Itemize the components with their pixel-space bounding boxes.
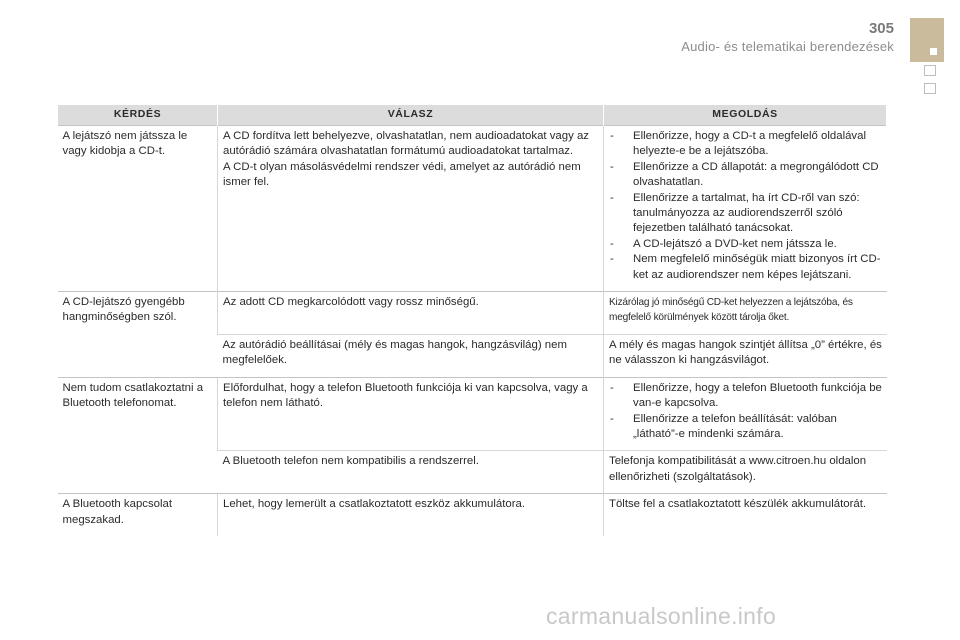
page-number: 305 <box>868 20 894 37</box>
list-item: - Ellenőrizze a tartalmat, ha írt CD-ről van szó: tanulmányozza az audiorendszerről szóló fejezetben található tanácsokat. <box>609 191 883 237</box>
column-header-answer: VÁLASZ <box>218 105 604 126</box>
table-row <box>58 126 887 292</box>
question-cell: A lejátszó nem játssza le vagy kidobja a CD-t. <box>58 126 218 292</box>
question-cell: A CD-lejátszó gyengébb hangminőségben szól. <box>58 292 218 378</box>
section-title: Audio- és telematikai berendezések <box>681 39 894 54</box>
solution-cell: Telefonja kompatibilitását a www.citroen.hu oldalon ellenőrizheti (szolgáltatások). <box>604 451 887 494</box>
table-row <box>58 377 887 451</box>
chapter-tab-square-icon[interactable] <box>924 65 936 76</box>
chapter-tab-square-icon[interactable] <box>924 83 936 94</box>
solution-cell <box>604 377 887 451</box>
solution-cell: A mély és magas hangok szintjét állítsa „0” értékre, és ne válasszon ki hangzásvilágot. <box>604 334 887 377</box>
list-item: - Ellenőrizze, hogy a telefon Bluetooth funkciója be van-e kapcsolva. <box>609 381 883 412</box>
list-item: - Ellenőrizze a telefon beállítását: valóban „látható”-e mindenki számára. <box>609 412 883 443</box>
answer-cell: Az autórádió beállításai (mély és magas hangok, hangzásvilág) nem megfelelőek. <box>218 334 604 377</box>
question-cell: Nem tudom csatlakoztatni a Bluetooth telefonomat. <box>58 377 218 493</box>
answer-cell: Az adott CD megkarcolódott vagy rossz minőségű. <box>218 292 604 335</box>
answer-text: A CD-t olyan másolásvédelmi rendszer védi, amelyet az autórádió nem ismer fel. <box>223 160 581 189</box>
answer-cell <box>218 126 604 292</box>
table-header-row <box>58 105 887 126</box>
watermark: carmanualsonline.info <box>546 603 777 629</box>
faq-table <box>57 105 887 536</box>
chapter-tab[interactable] <box>910 18 944 62</box>
column-header-solution: MEGOLDÁS <box>604 105 887 126</box>
list-item: - Nem megfelelő minőségük miatt bizonyos írt CD-ket az audiorendszer nem képes lejátszani. <box>609 252 883 283</box>
answer-cell: Előfordulhat, hogy a telefon Bluetooth funkciója ki van kapcsolva, vagy a telefon nem látható. <box>218 377 604 451</box>
list-item: - Ellenőrizze, hogy a CD-t a megfelelő oldalával helyezte-e be a lejátszóba. <box>609 129 883 160</box>
solution-list <box>609 381 883 443</box>
answer-text: A CD fordítva lett behelyezve, olvashatatlan, nem audioadatokat vagy az autórádió számára olvashatatlan formátumú audioadatokat tartalmaz. <box>223 130 589 158</box>
table-row <box>58 292 887 335</box>
solution-text: Kizárólag jó minőségű CD-ket helyezzen a lejátszóba, és megfelelő körülmények között tárolja őket. <box>609 297 853 324</box>
solution-cell <box>604 292 887 335</box>
answer-cell: Lehet, hogy lemerült a csatlakoztatott eszköz akkumulátora. <box>218 494 604 536</box>
table-row <box>58 494 887 536</box>
list-item: - A CD-lejátszó a DVD-ket nem játssza le. <box>609 237 883 252</box>
list-item: - Ellenőrizze a CD állapotát: a megrongálódott CD olvashatatlan. <box>609 160 883 191</box>
chapter-tab-square-icon <box>930 48 937 55</box>
question-cell: A Bluetooth kapcsolat megszakad. <box>58 494 218 536</box>
answer-cell: A Bluetooth telefon nem kompatibilis a rendszerrel. <box>218 451 604 494</box>
column-header-question: KÉRDÉS <box>58 105 218 126</box>
solution-list <box>609 129 883 283</box>
solution-cell: Töltse fel a csatlakoztatott készülék akkumulátorát. <box>604 494 887 536</box>
solution-cell <box>604 126 887 292</box>
